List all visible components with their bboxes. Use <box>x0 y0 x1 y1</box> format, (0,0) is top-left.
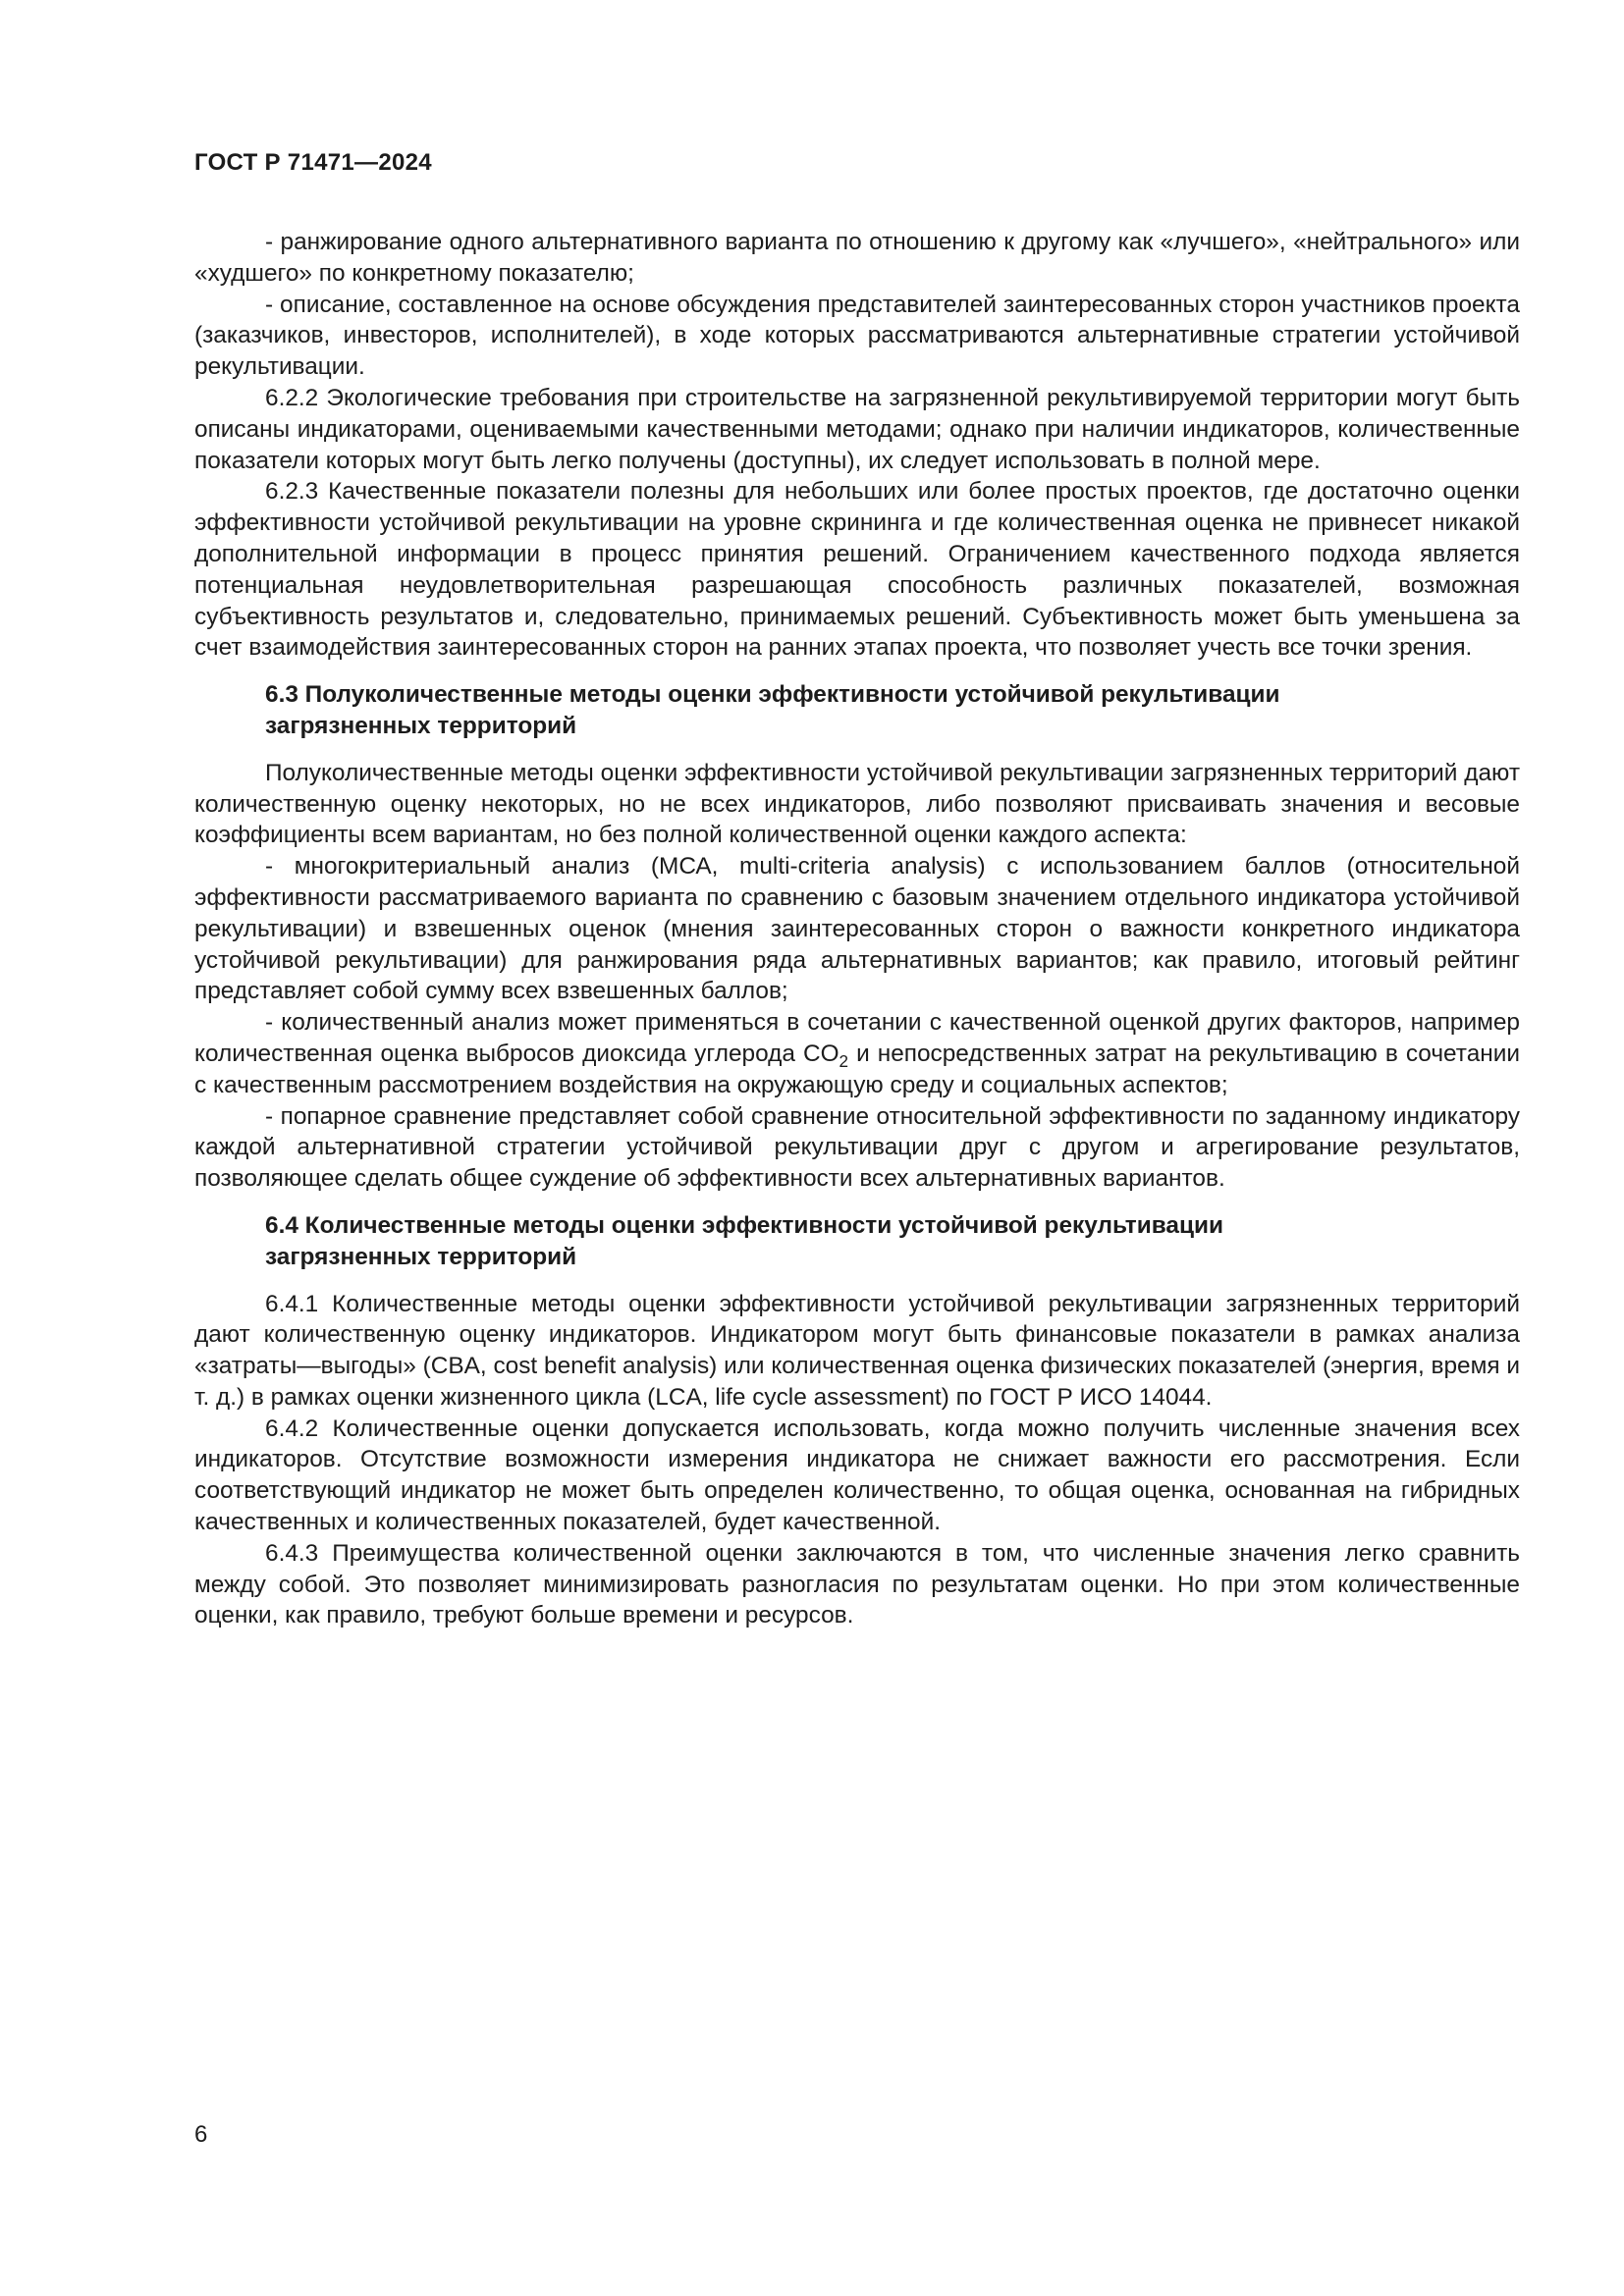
paragraph-6-4-1: 6.4.1 Количественные методы оценки эффективности устойчивой рекультивации загрязненных территорий дают количественную оценку индикаторов. Индикатором могут быть финансовые показатели в рамках анализа «затраты—выгоды» (CBA, cost benefit analysis) или количественная оценка физических показателей (энергия, время и т. д.) в рамках оценки жизненного цикла (LCA, life cycle assessment) по ГОСТ Р ИСО 14044. <box>194 1290 1520 1411</box>
bullet-mca: - многокритериальный анализ (МСА, multi-criteria analysis) с использованием баллов (относительной эффективности рассматриваемого варианта по сравнению с базовым значением отдельного индикатора устойчивой рекультивации) и взвешенных оценок (мнения заинтересованных сторон о важности конкретного индикатора устойчивой рекультивации) для ранжирования ряда альтернативных вариантов; как правило, итоговый рейтинг представляет собой сумму всех взвешенных баллов; <box>194 853 1520 1005</box>
heading-6-4-line1: 6.4 Количественные методы оценки эффективности устойчивой рекультивации <box>265 1211 1223 1239</box>
bullet-pairwise-comparison: - попарное сравнение представляет собой сравнение относительной эффективности по заданному индикатору каждой альтернативной стратегии устойчивой рекультивации друг с другом и агрегирование результатов, позволяющее сделать общее суждение об эффективности всех альтернативных вариантов. <box>194 1102 1520 1193</box>
paragraph-6-4-3: 6.4.3 Преимущества количественной оценки заключаются в том, что численные значения легко сравнить между собой. Это позволяет минимизировать разногласия по результатам оценки. Но при этом количественные оценки, как правило, требуют больше времени и ресурсов. <box>194 1539 1520 1629</box>
co2-subscript: 2 <box>839 1051 849 1071</box>
paragraph-6-2-3: 6.2.3 Качественные показатели полезны для небольших или более простых проектов, где достаточно оценки эффективности устойчивой рекультивации на уровне скрининга и где количественная оценка не привнесет никакой дополнительной информации в процесс принятия решений. Ограничением качественного подхода является потенциальная неудовлетворительная разрешающая способность различных показателей, возможная субъективность результатов и, следовательно, принимаемых решений. Субъективность может быть уменьшена за счет взаимодействия заинтересованных сторон на ранних этапах проекта, что позволяет учесть все точки зрения. <box>194 478 1520 662</box>
document-body <box>194 227 1520 1631</box>
document-id-header: ГОСТ Р 71471—2024 <box>194 149 432 176</box>
section-heading-6-4 <box>194 1210 1520 1273</box>
paragraph-6-2-2: 6.2.2 Экологические требования при строительстве на загрязненной рекультивируемой территории могут быть описаны индикаторами, оцениваемыми качественными методами; однако при наличии индикаторов, количественные показатели которых могут быть легко получены (доступны), их следует использовать в полной мере. <box>194 384 1520 474</box>
heading-6-4-line2: загрязненных территорий <box>265 1243 577 1270</box>
paragraph-6-3-intro: Полуколичественные методы оценки эффективности устойчивой рекультивации загрязненных территорий дают количественную оценку некоторых, но не всех индикаторов, либо позволяют присваивать значения и весовые коэффициенты всем вариантам, но без полной количественной оценки каждого аспекта: <box>194 759 1520 849</box>
paragraph-6-4-2: 6.4.2 Количественные оценки допускается использовать, когда можно получить численные значения всех индикаторов. Отсутствие возможности измерения индикатора не снижает важности его рассмотрения. Если соответствующий индикатор не может быть определен количественно, то общая оценка, основанная на гибридных качественных и количественных показателей, будет качественной. <box>194 1415 1520 1536</box>
bullet-description: - описание, составленное на основе обсуждения представителей заинтересованных сторон участников проекта (заказчиков, инвесторов, исполнителей), в ходе которых рассматриваются альтернативные стратегии устойчивой рекультивации. <box>194 291 1520 381</box>
heading-6-3-line1: 6.3 Полуколичественные методы оценки эффективности устойчивой рекультивации <box>265 681 1280 709</box>
bullet-quantitative-analysis <box>194 1007 1520 1100</box>
heading-6-3-line2: загрязненных территорий <box>265 712 577 739</box>
bullet-ranking: - ранжирование одного альтернативного варианта по отношению к другому как «лучшего», «нейтрального» или «худшего» по конкретному показателю; <box>194 229 1520 287</box>
page-number: 6 <box>194 2121 208 2148</box>
bullet-quantitative-part1: - количественный анализ может применяться в сочетании с качественной оценкой других факторов, например количественная оценка выбросов диоксида углерода CO <box>194 1009 1520 1067</box>
section-heading-6-3 <box>194 679 1520 742</box>
bullet-quantitative-part2: и непосредственных затрат на рекультивацию в сочетании с качественным рассмотрением воздействия на окружающую среду и социальных аспектов; <box>194 1040 1520 1098</box>
